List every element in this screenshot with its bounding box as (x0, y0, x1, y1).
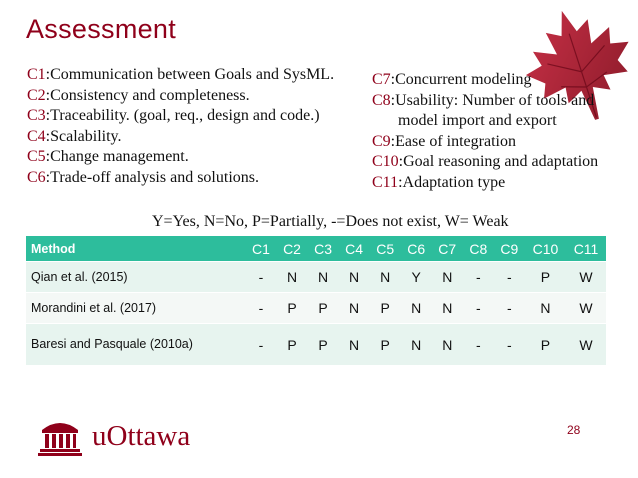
criterion-c6: C6:Trade-off analysis and solutions. (27, 168, 259, 186)
assessment-table (26, 236, 606, 366)
table-row (26, 262, 606, 293)
column-header: Method (26, 236, 245, 262)
table-cell: - (245, 293, 276, 324)
assessment-legend: Y=Yes, N=No, P=Partially, -=Does not exist, W= Weak (152, 213, 509, 230)
table-cell: P (277, 324, 308, 366)
column-header: C3 (308, 236, 339, 262)
table-cell: P (525, 324, 566, 366)
table-cell: N (339, 293, 370, 324)
table-cell: N (525, 293, 566, 324)
table-cell: - (494, 262, 525, 293)
criterion-c7: C7:Concurrent modeling (372, 71, 532, 88)
table-cell: N (370, 262, 401, 293)
column-header: C8 (463, 236, 494, 262)
column-header: C6 (401, 236, 432, 262)
criterion-c11: C11:Adaptation type (372, 173, 506, 191)
table-cell: N (401, 293, 432, 324)
table-cell: P (370, 293, 401, 324)
table-cell: P (370, 324, 401, 366)
page-number: 28 (567, 423, 581, 437)
criterion-c9: C9:Ease of integration (372, 132, 516, 150)
table-cell: P (525, 262, 566, 293)
criterion-c2: C2:Consistency and completeness. (27, 86, 250, 104)
criterion-c5: C5:Change management. (27, 148, 189, 165)
logo-text: uOttawa (92, 420, 191, 452)
table-cell: - (494, 293, 525, 324)
uottawa-logo (38, 418, 198, 456)
criterion-c4: C4:Scalability. (27, 127, 122, 145)
table-cell: N (432, 324, 463, 366)
table-cell: P (277, 293, 308, 324)
criterion-c10: C10:Goal reasoning and adaptation (372, 153, 599, 170)
table-cell: W (566, 262, 606, 293)
table-cell: P (308, 293, 339, 324)
table-cell: Y (401, 262, 432, 293)
table-cell: P (308, 324, 339, 366)
criterion-c8: C8:Usability: Number of tools and (372, 91, 595, 109)
table-cell: N (339, 262, 370, 293)
table-cell: - (494, 324, 525, 366)
column-header: C9 (494, 236, 525, 262)
table-cell: W (566, 293, 606, 324)
table-cell: N (277, 262, 308, 293)
table-cell: W (566, 324, 606, 366)
column-header: C1 (245, 236, 276, 262)
university-building-icon (38, 418, 82, 456)
criterion-c8-continuation: model import and export (398, 112, 557, 129)
slide-title: Assessment (26, 14, 177, 44)
table-cell: - (463, 324, 494, 366)
table-cell: - (245, 262, 276, 293)
column-header: C10 (525, 236, 566, 262)
table-cell: N (432, 293, 463, 324)
criterion-c1: C1:Communication between Goals and SysML. (27, 66, 335, 83)
table-cell: Baresi and Pasquale (2010a) (26, 324, 245, 366)
table-cell: - (463, 262, 494, 293)
table-cell: Morandini et al. (2017) (26, 293, 245, 324)
table-row (26, 293, 606, 324)
table-cell: Qian et al. (2015) (26, 262, 245, 293)
column-header: C7 (432, 236, 463, 262)
table-row (26, 324, 606, 366)
table-header-row (26, 236, 606, 262)
table-cell: N (308, 262, 339, 293)
table-cell: N (339, 324, 370, 366)
criteria-list-right (372, 70, 598, 193)
column-header: C4 (339, 236, 370, 262)
table-cell: N (401, 324, 432, 366)
criteria-list-left (27, 65, 334, 188)
column-header: C11 (566, 236, 606, 262)
criterion-c3: C3:Traceability. (goal, req., design and code.) (27, 107, 320, 124)
table-cell: - (463, 293, 494, 324)
column-header: C5 (370, 236, 401, 262)
table-cell: - (245, 324, 276, 366)
column-header: C2 (277, 236, 308, 262)
table-cell: N (432, 262, 463, 293)
